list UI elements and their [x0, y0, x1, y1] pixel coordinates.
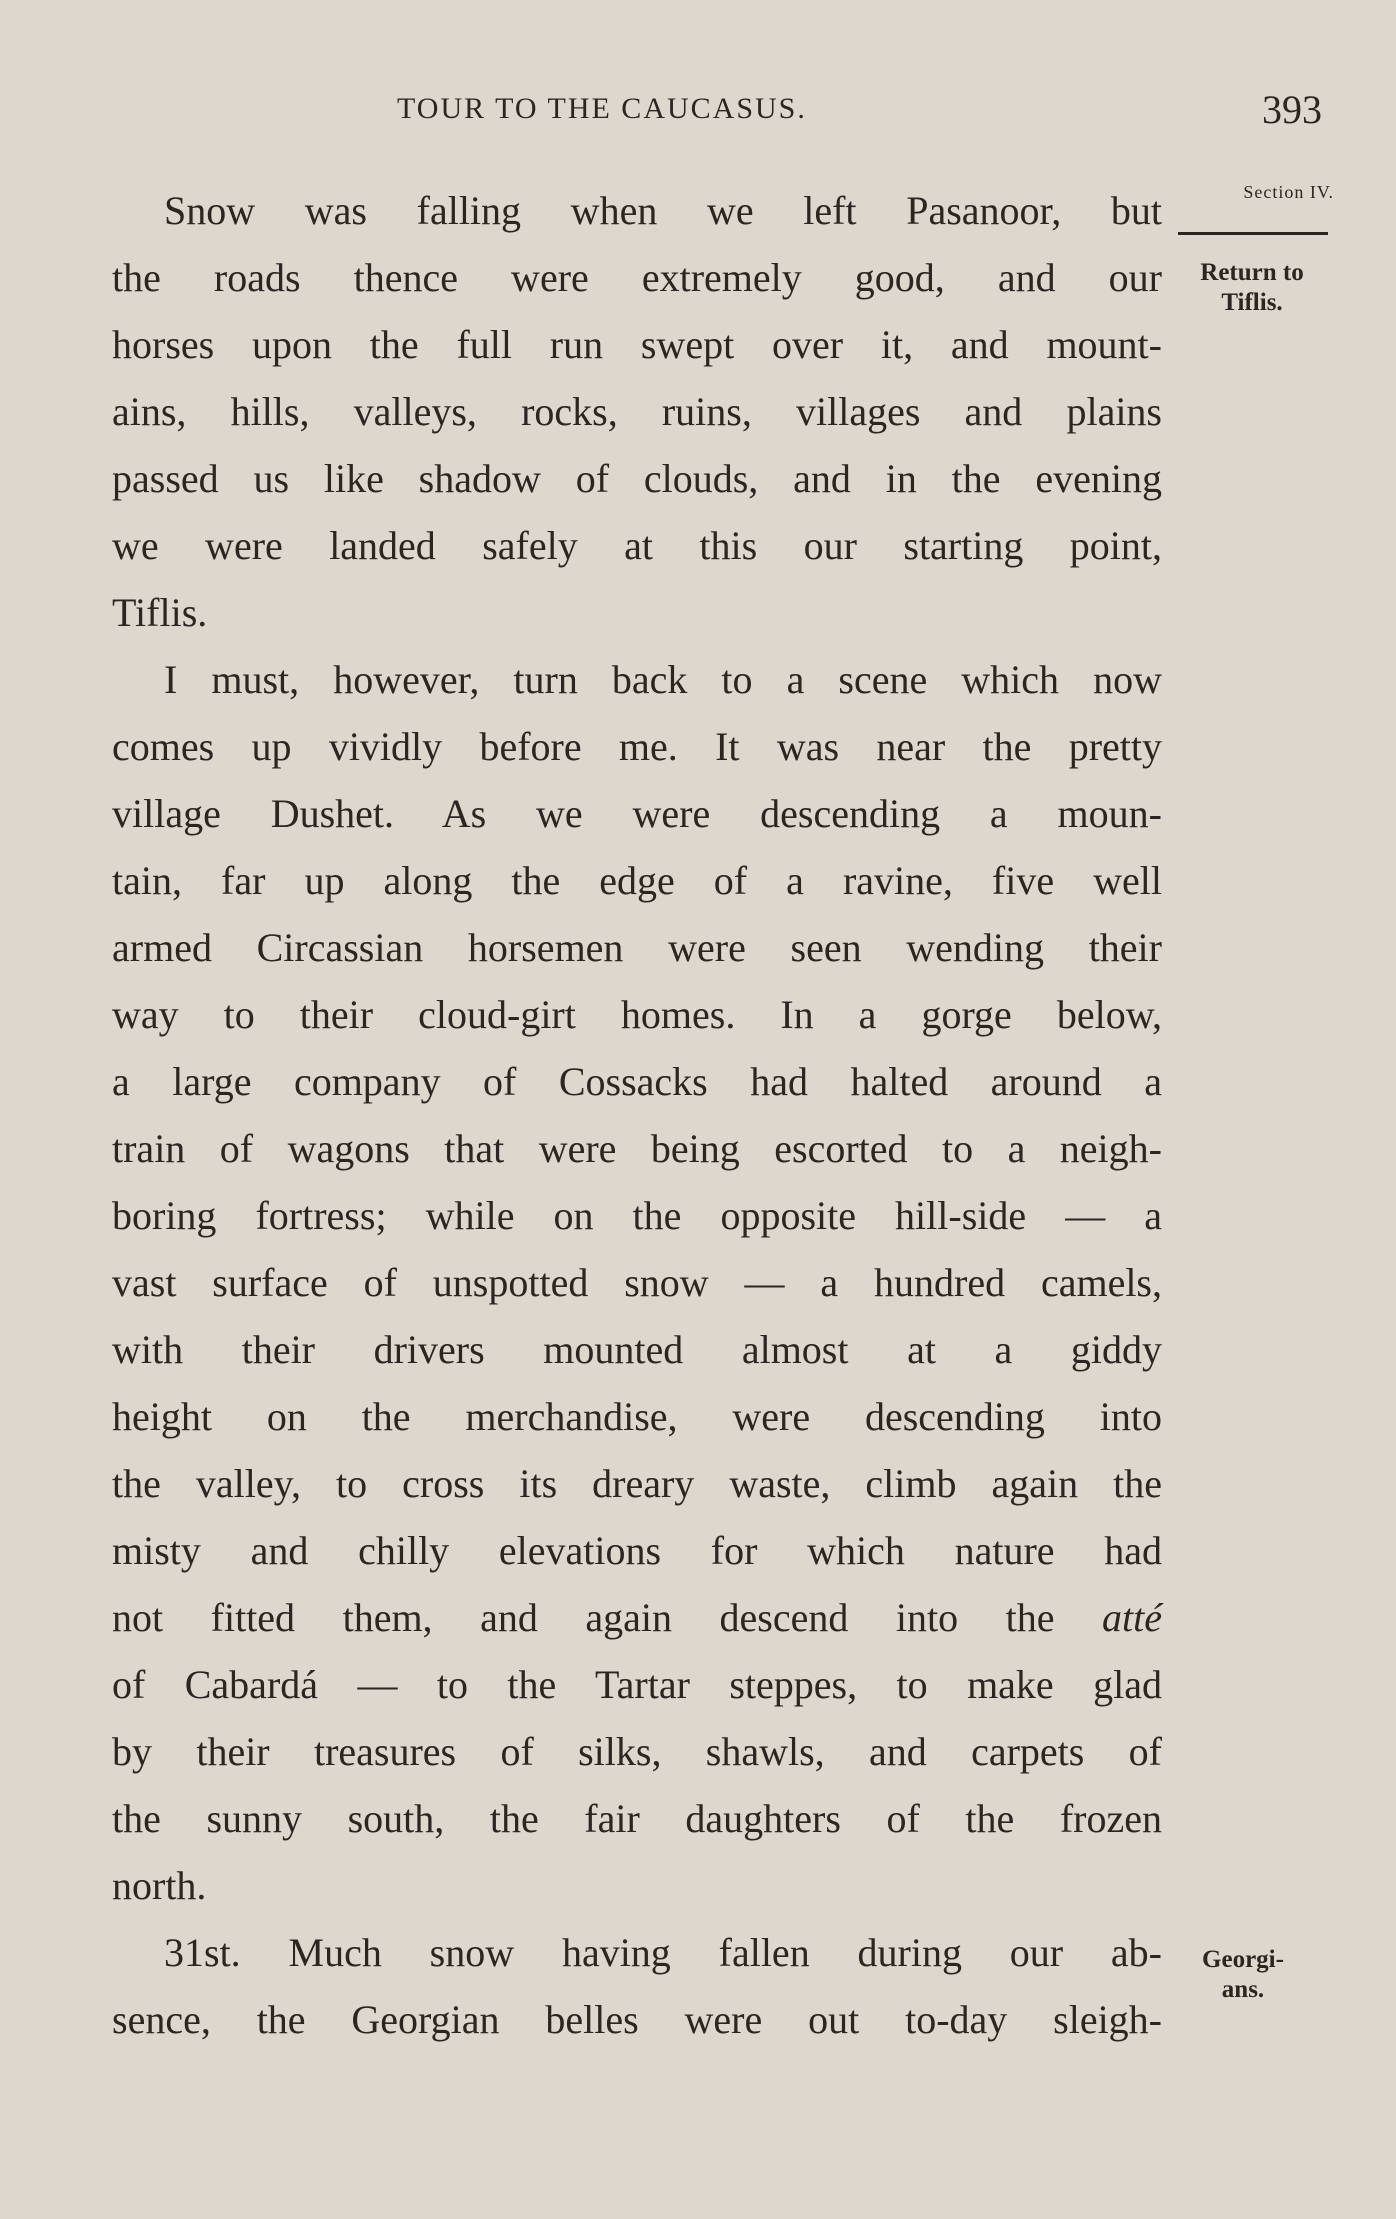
- text-line: we were landed safely at this our starting point,: [112, 523, 1162, 568]
- text-line: train of wagons that were being escorted to a neigh-: [112, 1126, 1162, 1171]
- text-line: passed us like shadow of clouds, and in the evening: [112, 456, 1162, 501]
- text-line: height on the merchandise, were descending into: [112, 1394, 1162, 1439]
- text-line: vast surface of unspotted snow — a hundred camels,: [112, 1260, 1162, 1305]
- text-line: ains, hills, valleys, rocks, ruins, villages and plains: [112, 389, 1162, 434]
- text-line: way to their cloud-girt homes. In a gorge below,: [112, 992, 1162, 1037]
- text-line: misty and chilly elevations for which nature had: [112, 1528, 1162, 1573]
- text-line: a large company of Cossacks had halted around a: [112, 1059, 1162, 1104]
- sidenote-georgians: [1168, 1945, 1318, 2005]
- text-run: not fitted them, and again descend into the: [112, 1595, 1055, 1640]
- text-line: armed Circassian horsemen were seen wending their: [112, 925, 1162, 970]
- text-line: I must, however, turn back to a scene which now: [164, 657, 1162, 702]
- text-line: sence, the Georgian belles were out to-day sleigh-: [112, 1997, 1162, 2042]
- text-line: [112, 1584, 1162, 1651]
- running-title: TOUR TO THE CAUCASUS.: [397, 92, 807, 125]
- text-line: Tiflis.: [112, 590, 208, 635]
- text-line: north.: [112, 1863, 207, 1908]
- text-line: by their treasures of silks, shawls, and carpets of: [112, 1729, 1162, 1774]
- page-number: 393: [1262, 87, 1322, 132]
- italic-word: atté: [1102, 1595, 1162, 1640]
- text-line: with their drivers mounted almost at a giddy: [112, 1327, 1162, 1372]
- sidenote-line: Tiflis.: [1221, 289, 1283, 316]
- sidenote-return-to-tiflis: [1172, 258, 1332, 318]
- text-line: boring fortress; while on the opposite hill-side — a: [112, 1193, 1162, 1238]
- text-line: of Cabardá — to the Tartar steppes, to make glad: [112, 1662, 1162, 1707]
- sidenote-line: Return to: [1200, 259, 1304, 286]
- text-line: horses upon the full run swept over it, and mount-: [112, 322, 1162, 367]
- text-line: village Dushet. As we were descending a moun-: [112, 791, 1162, 836]
- text-line: the sunny south, the fair daughters of the frozen: [112, 1796, 1162, 1841]
- text-line: the valley, to cross its dreary waste, climb again the: [112, 1461, 1162, 1506]
- section-rule: [1178, 232, 1328, 235]
- running-header: [112, 86, 1322, 136]
- text-line: the roads thence were extremely good, and our: [112, 255, 1162, 300]
- body-text: [112, 177, 1162, 2053]
- sidenote-line: Georgi-: [1202, 1946, 1284, 1973]
- text-line: Snow was falling when we left Pasanoor, but: [164, 188, 1162, 233]
- sidenote-line: ans.: [1221, 1976, 1265, 2003]
- text-line: tain, far up along the edge of a ravine, five well: [112, 858, 1162, 903]
- text-line: 31st. Much snow having fallen during our ab-: [164, 1930, 1162, 1975]
- section-label: Section IV.: [1243, 182, 1334, 202]
- text-line: comes up vividly before me. It was near the pretty: [112, 724, 1162, 769]
